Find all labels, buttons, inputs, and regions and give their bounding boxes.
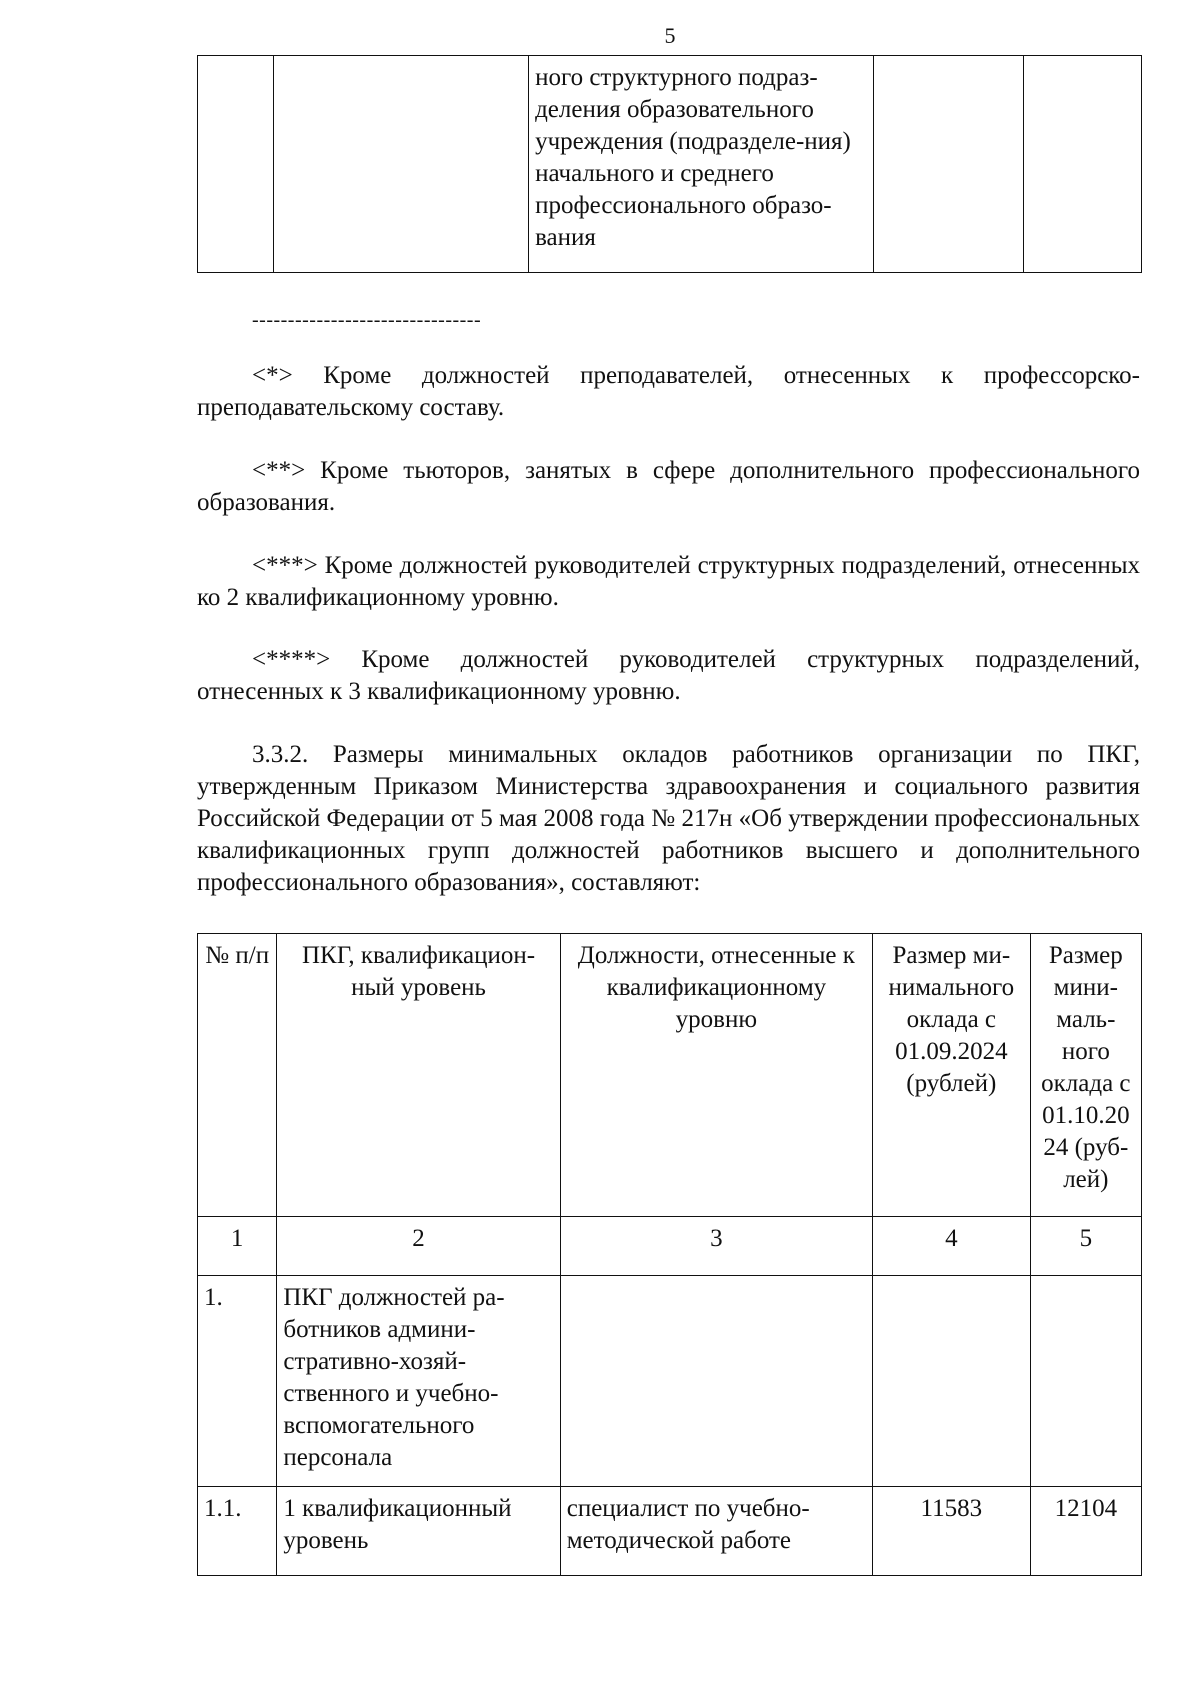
column-number: 3 — [560, 1217, 872, 1276]
table-row — [198, 1487, 1142, 1576]
table-header-row — [198, 934, 1142, 1217]
table-cell — [872, 1276, 1030, 1487]
page-number: 5 — [664, 23, 676, 48]
table-cell: 1.1. — [198, 1487, 277, 1576]
table-cell — [274, 56, 529, 273]
table-cell: специалист по учебно-методической работе — [560, 1487, 872, 1576]
column-header: ПКГ, квалификацион-ный уровень — [277, 934, 560, 1217]
body-paragraph: 3.3.2. Размеры минимальных окладов работников организации по ПКГ, утвержденным Приказом Министерства здравоохранения и социального развития Российской Федерации от 5 мая 2008 года № 217н «Об утверждении профессиональных квалификационных групп должностей работников высшего и дополнительного профессионального образования», составляют: — [197, 741, 1140, 896]
footnote: <***> Кроме должностей руководителей структурных подразделений, отнесенных ко 2 квалификационному уровню. — [197, 552, 1140, 611]
table-cell: 12104 — [1030, 1487, 1141, 1576]
table-row — [198, 1276, 1142, 1487]
table-row — [198, 56, 1142, 273]
table-cell — [1023, 56, 1141, 273]
column-header: Размер ми-нимального оклада с 01.09.2024 (рублей) — [872, 934, 1030, 1217]
footnote: <****> Кроме должностей руководителей структурных подразделений, отнесенных к 3 квалификационному уровню. — [197, 646, 1140, 705]
column-header: № п/п — [198, 934, 277, 1217]
table-cell: ного структурного подраз-деления образовательного учреждения (подразделе-ния) начального и среднего профессионального образо-вания — [529, 56, 874, 273]
table-cell: 11583 — [872, 1487, 1030, 1576]
table-cell: 1 квалификационный уровень — [277, 1487, 560, 1576]
table-cell — [1030, 1276, 1141, 1487]
table-cell — [198, 56, 274, 273]
column-header: Должности, отнесенные к квалификационному уровню — [560, 934, 872, 1217]
table-cell: 1. — [198, 1276, 277, 1487]
column-header: Размер мини-маль-ного оклада с 01.10.20 24 (руб-лей) — [1030, 934, 1141, 1217]
footnote: <**> Кроме тьюторов, занятых в сфере дополнительного профессионального образования. — [197, 457, 1140, 516]
column-number: 4 — [872, 1217, 1030, 1276]
column-number: 1 — [198, 1217, 277, 1276]
footnote: <*> Кроме должностей преподавателей, отнесенных к профессорско-преподавательскому составу. — [197, 362, 1140, 421]
salary-table — [197, 933, 1142, 1576]
table-cell — [560, 1276, 872, 1487]
column-number: 2 — [277, 1217, 560, 1276]
table-cell: ПКГ должностей ра-ботников админи-стративно-хозяй-ственного и учебно-вспомогательного персонала — [277, 1276, 560, 1487]
table-cell — [873, 56, 1023, 273]
footnote-separator: -------------------------------- — [252, 309, 482, 331]
column-number: 5 — [1030, 1217, 1141, 1276]
continued-table — [197, 55, 1142, 273]
column-number-row — [198, 1217, 1142, 1276]
